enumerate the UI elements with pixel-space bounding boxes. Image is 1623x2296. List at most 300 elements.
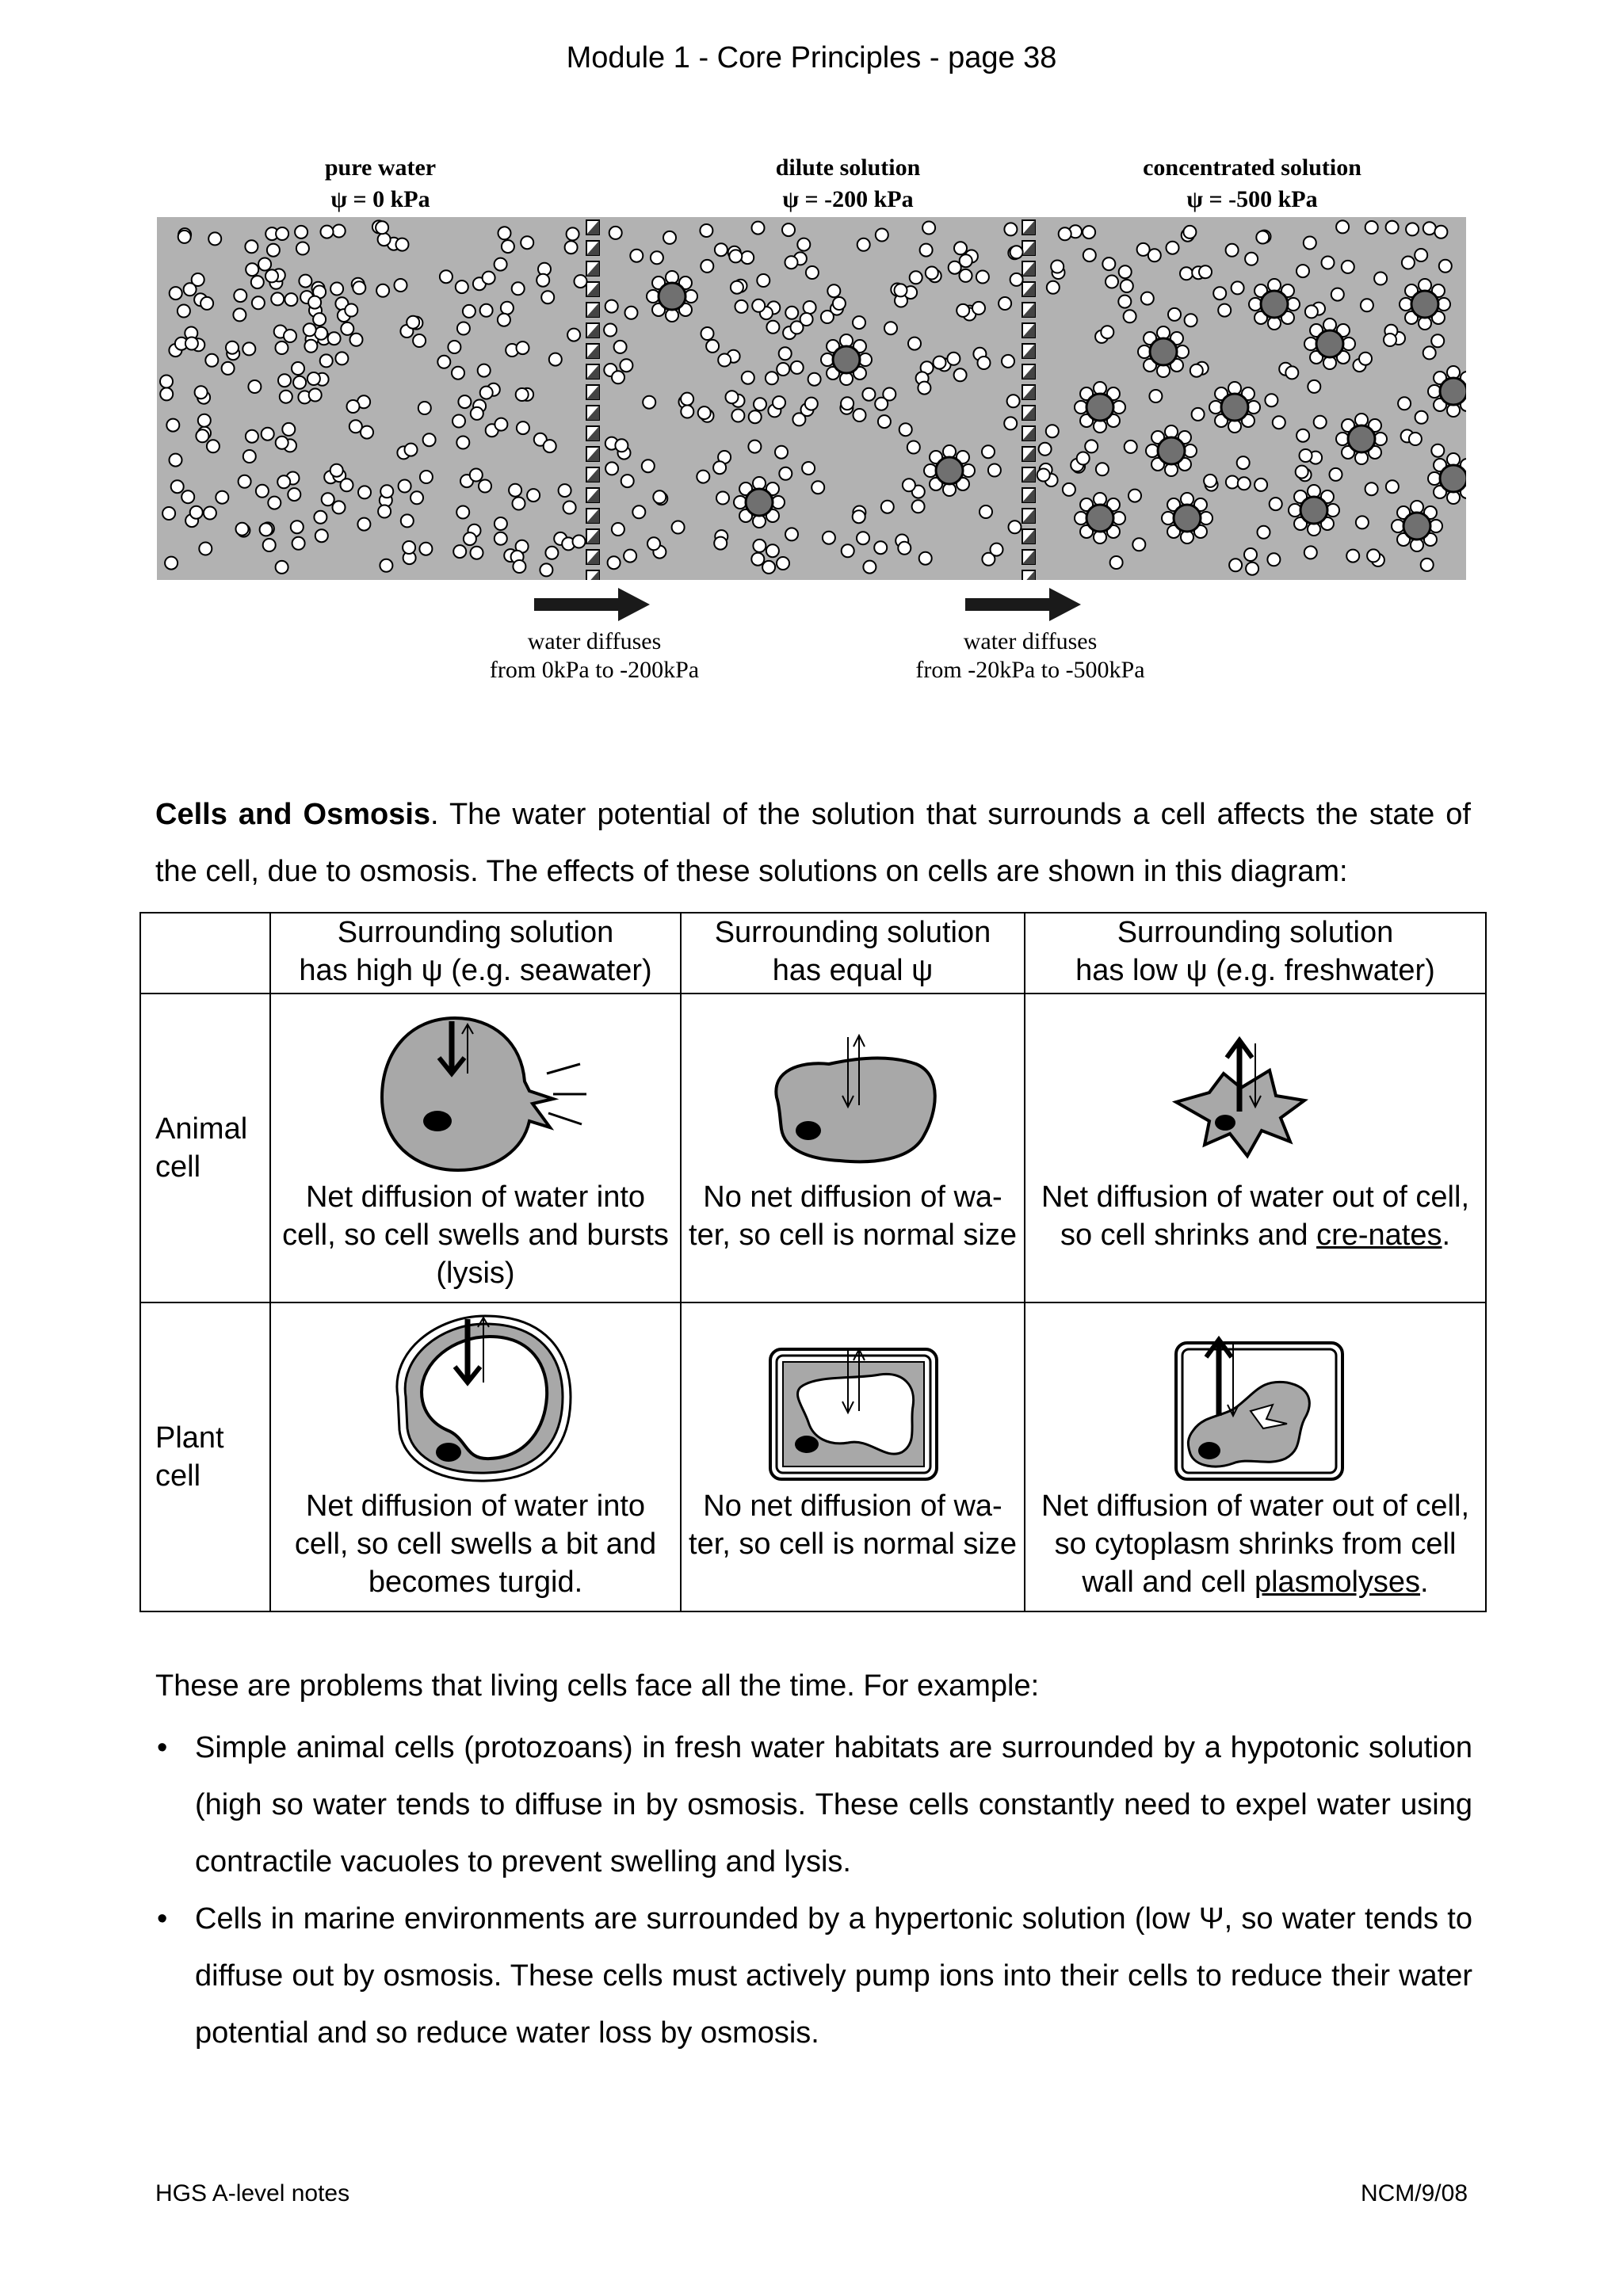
water-molecule [380,559,392,572]
water-molecule [292,362,304,375]
arrow-label-2 [872,627,1189,685]
water-molecule [333,501,346,513]
water-molecule [333,225,346,238]
water-molecule [420,471,433,483]
water-molecule [1199,265,1212,278]
zone-name: pure water [324,154,437,181]
water-molecule [1083,249,1096,261]
water-molecule [162,507,175,520]
water-molecule [1365,482,1378,495]
water-molecule [361,426,373,439]
water-molecule [262,428,274,441]
water-molecule [802,462,815,475]
water-molecule [204,507,216,520]
water-molecule [541,291,554,303]
water-molecule [252,296,265,309]
water-molecule [1124,310,1136,322]
intro-text: . The water potential of the solution that surrounds a cell affects the state of the cell, due to osmosis. The effects of these solutions on cells are shown in this diagram: [155,798,1471,888]
water-molecule [988,464,1001,477]
water-molecule [841,397,854,410]
water-molecule [545,547,558,559]
water-molecule [419,543,432,555]
water-molecule [1331,288,1344,301]
water-molecule [565,241,578,254]
water-molecule [804,301,816,314]
water-molecule [376,221,388,234]
water-molecule [513,560,525,573]
water-molecule [1125,441,1137,453]
row-header-line: cell [155,1459,201,1493]
water-molecule [899,423,912,436]
water-molecule [1267,553,1280,566]
water-molecule [246,263,258,276]
water-molecule [785,528,798,540]
water-molecule [1083,226,1095,238]
water-molecule [284,330,296,342]
water-molecule [243,450,256,463]
water-molecule [632,505,645,518]
cell-caption [1025,1178,1485,1259]
water-molecule [502,240,514,253]
caption-text: Net diffusion of water out of cell, so cell shrinks and [1041,1180,1470,1252]
water-molecule [285,293,297,306]
water-molecule [1374,273,1387,285]
water-molecule [1384,334,1396,346]
solute-molecule [734,477,785,528]
water-molecule [295,226,307,238]
solute-molecule [821,334,872,385]
water-molecule [288,488,300,501]
water-molecule [1246,563,1258,575]
water-molecule [1010,273,1023,286]
water-molecule [698,406,711,419]
water-molecule [559,484,571,497]
water-molecule [604,324,617,337]
water-molecule [293,376,306,389]
water-molecule [448,341,460,353]
water-molecule [609,227,622,239]
water-molecule [1148,249,1161,261]
arrow-label-line: from -20kPa to -500kPa [915,657,1145,683]
solute-molecule [1336,414,1387,464]
water-molecule [762,561,775,574]
water-molecule [1132,538,1145,551]
water-molecule [1059,227,1071,240]
water-molecule [1238,477,1251,490]
water-molecule [910,271,922,284]
water-molecule [1421,559,1434,571]
solute-molecule [1162,493,1212,543]
osmosis-diagram [157,217,1466,580]
water-molecule [308,296,321,309]
water-molecule [1356,516,1369,528]
water-molecule [857,532,869,544]
water-molecule [827,284,840,297]
water-molecule [440,270,453,283]
water-molecule [181,490,194,503]
water-molecule [782,223,795,236]
water-molecule [527,489,540,502]
footer-right: NCM/9/08 [1360,2180,1468,2206]
cell-caption: No net diffusion of wa-ter, so cell is normal size [689,1180,1017,1252]
water-molecule [165,557,178,570]
water-molecule [1128,490,1141,502]
water-molecule [483,272,495,284]
water-molecule [403,541,415,554]
intro-paragraph [155,786,1471,900]
column-header [270,913,681,994]
water-molecule [920,244,933,257]
water-molecule [922,222,935,235]
water-molecule [1359,353,1372,365]
water-molecule [806,266,819,279]
water-molecule [347,400,360,413]
water-molecule [881,501,894,513]
water-molecule [1270,498,1282,510]
water-molecule [575,275,587,288]
water-molecule [653,490,666,503]
water-molecule [625,307,638,319]
water-molecule [1229,559,1242,571]
table-cell [681,994,1025,1302]
solute-molecule [924,445,975,496]
water-molecule [271,292,284,305]
column-header-line: has low ψ (e.g. freshwater) [1075,954,1435,987]
water-molecule [608,556,621,569]
water-molecule [753,540,766,552]
osmosis-table [139,912,1487,1612]
water-molecule [1423,346,1436,359]
water-molecule [729,250,742,262]
water-molecule [517,341,529,354]
water-molecule [309,389,322,402]
water-molecule [779,467,792,480]
water-molecule [498,227,511,239]
water-molecule [731,281,743,294]
water-molecule [456,280,468,293]
water-molecule [1047,281,1060,294]
column-header-line: Surrounding solution [714,916,991,949]
water-molecule [1180,267,1193,280]
water-molecule [706,340,719,353]
water-molecule [1265,394,1277,406]
water-molecule [437,356,450,368]
water-molecule [226,341,239,354]
water-molecule [516,388,529,401]
solute-molecule [1075,382,1125,433]
water-molecule [380,485,393,498]
water-molecule [1285,366,1298,379]
water-molecule [779,347,792,360]
water-molecule [399,480,411,493]
water-molecule [808,373,821,386]
column-header-line: Surrounding solution [1117,916,1394,949]
water-molecule [567,227,579,240]
water-molecule [280,391,292,403]
arrow-label-line: water diffuses [527,628,662,654]
water-molecule [495,532,507,545]
column-header-line: has equal ψ [772,954,934,987]
water-molecule [260,523,273,536]
water-molecule [1386,480,1399,493]
water-molecule [785,256,798,269]
zone-label-concentrated-solution [1094,152,1411,215]
water-molecule [766,321,779,334]
water-molecule [1106,276,1118,288]
water-molecule [278,374,291,387]
water-molecule [1409,433,1422,445]
solute-molecule [1289,485,1339,536]
row-header-line: Animal [155,1112,248,1146]
water-molecule [1110,556,1123,569]
table-header-row [140,913,1486,994]
water-molecule [357,518,370,531]
water-molecule [663,231,676,244]
water-molecule [1168,308,1181,321]
water-molecule [842,544,854,557]
water-molecule [178,231,191,243]
water-molecule [862,388,875,401]
row-header [140,994,270,1302]
water-molecule [874,541,887,554]
water-molecule [797,238,810,251]
water-molecule [479,480,491,493]
water-molecule [322,493,334,505]
zone-name: dilute solution [775,154,921,181]
water-molecule [480,387,493,399]
water-molecule [378,505,391,518]
problems-intro: These are problems that living cells face all the time. For example: [155,1669,1040,1703]
water-molecule [701,327,714,340]
water-molecule [1296,429,1309,442]
water-molecule [1051,261,1064,273]
caption-term: cre-nates [1316,1219,1442,1252]
water-molecule [276,227,288,240]
water-molecule [700,224,712,237]
water-molecule [313,313,326,326]
water-molecule [1304,237,1316,250]
water-molecule [1010,246,1023,258]
water-molecule [863,561,876,574]
plant-cell-turgid-figure [271,1303,682,1487]
water-molecule [791,321,804,334]
water-molecule [615,439,628,452]
water-molecule [1183,226,1196,238]
water-molecule [742,372,754,384]
water-molecule [320,354,333,367]
water-molecule [296,242,309,255]
water-molecule [1336,220,1349,233]
water-molecule [1346,550,1359,563]
water-molecule [470,469,483,482]
water-molecule [471,547,483,559]
water-molecule [170,287,182,299]
water-molecule [205,354,218,367]
water-molecule [757,274,769,287]
row-header-line: Plant [155,1421,224,1455]
water-molecule [478,364,491,377]
column-header [681,913,1025,994]
water-molecule [1226,476,1239,489]
water-molecule [714,537,727,550]
zone-psi: ψ = -500 kPa [1186,186,1318,212]
water-molecule [895,284,907,296]
water-molecule [805,398,818,410]
footer-left: HGS A-level notes [155,2180,350,2206]
water-molecule [395,279,407,292]
water-molecule [549,353,562,366]
water-molecule [246,430,258,443]
caption-text: . [1442,1219,1451,1252]
water-molecule [857,238,870,251]
water-molecule [1213,287,1226,299]
arrow-label-1 [444,627,745,685]
water-molecule [681,406,693,418]
water-molecule [330,464,343,477]
water-molecule [495,258,507,271]
water-molecule [160,376,173,388]
water-molecule [166,419,179,432]
water-molecule [754,398,766,410]
water-molecule [752,299,765,312]
water-molecule [207,440,220,452]
plant-cell-plasmolysed-figure [1025,1303,1487,1487]
water-molecule [345,304,357,317]
water-molecule [1244,548,1257,561]
water-molecule [605,462,618,475]
cell-caption [1025,1487,1485,1606]
water-molecule [208,232,221,245]
water-molecule [471,407,483,420]
diffusion-arrow-icon [531,585,658,624]
water-molecule [1254,479,1267,491]
water-molecule [411,491,423,504]
water-molecule [643,396,655,409]
water-molecule [1226,244,1239,257]
cell-caption: No net diffusion of wa-ter, so cell is normal size [689,1489,1017,1561]
water-molecule [1398,397,1411,410]
water-molecule [540,563,552,576]
water-molecule [453,415,465,428]
list-item-text: Simple animal cells (protozoans) in fresh water habitats are surrounded by a hypotonic solution (high so water tends to diffuse in by osmosis. These cells constantly need to expel water using contractile vacuoles to prevent swelling and lysis. [195,1731,1472,1878]
water-molecule [418,402,431,414]
water-molecule [614,341,627,353]
water-molecule [978,357,991,369]
water-molecule [878,415,891,428]
water-molecule [854,409,866,421]
water-molecule [1434,226,1447,238]
list-item-text: Cells in marine environments are surrounded by a hypertonic solution (low Ψ, so water tends to diffuse out by osmosis. These cells must actively pump ions into their cells to reduce their water potential and so reduce water loss by osmosis. [195,1902,1472,2050]
water-molecule [401,514,414,527]
water-molecule [716,492,729,505]
water-molecule [178,305,190,318]
water-molecule [1004,223,1017,235]
table-row-animal [140,994,1486,1302]
water-molecule [1077,452,1090,465]
water-molecule [749,410,762,423]
water-molecule [903,479,915,491]
water-molecule [976,271,989,284]
animal-cell-normal-figure [682,994,1025,1178]
solute-molecule [647,271,697,322]
water-molecule [248,380,261,393]
water-molecule [315,529,328,542]
solute-molecule [1400,279,1450,330]
water-molecule [307,372,320,385]
water-molecule [234,289,246,302]
water-molecule [672,521,685,534]
water-molecule [926,267,938,280]
water-molecule [196,429,208,442]
water-molecule [898,542,911,555]
water-molecule [407,316,419,329]
water-molecule [1300,449,1312,462]
solute-molecule [1209,382,1260,433]
animal-cell-crenated-figure [1025,994,1487,1178]
intro-heading: Cells and Osmosis [155,798,431,831]
water-molecule [517,421,529,434]
water-molecule [480,304,493,317]
solute-molecule [1146,425,1197,476]
water-molecule [265,269,278,282]
water-molecule [512,282,525,295]
water-molecule [1402,257,1415,269]
water-molecule [1190,364,1203,377]
water-molecule [612,371,624,383]
water-molecule [1386,221,1399,234]
water-molecule [413,334,426,347]
solute-molecule [1304,318,1355,369]
water-molecule [222,362,235,375]
water-molecule [282,423,295,436]
water-molecule [773,396,785,409]
water-molecule [453,545,466,558]
water-molecule [457,322,470,335]
water-molecule [236,523,249,536]
water-molecule [777,363,789,376]
water-molecule [1237,456,1250,469]
water-molecule [954,368,967,381]
water-molecule [185,338,198,350]
water-molecule [1119,265,1132,278]
water-molecule [304,340,317,353]
water-molecule [304,323,316,336]
water-molecule [748,441,761,453]
plant-cell-normal-figure [682,1303,1025,1487]
water-molecule [258,258,271,271]
water-molecule [544,440,556,452]
water-molecule [612,523,624,536]
water-molecule [1308,380,1320,393]
water-molecule [954,242,967,254]
water-molecule [791,361,804,374]
water-molecule [1118,296,1131,308]
water-molecule [853,510,865,523]
water-molecule [563,502,576,514]
water-molecule [1342,261,1354,273]
water-molecule [233,308,246,321]
water-molecule [328,332,341,345]
water-molecule [1304,546,1317,559]
water-molecule [396,238,409,251]
water-molecule [907,441,920,454]
water-molecule [330,283,343,296]
table-cell [1025,1302,1486,1611]
water-molecule [1423,222,1436,235]
water-molecule [697,471,709,483]
water-molecule [341,322,353,335]
water-molecule [1007,395,1020,407]
